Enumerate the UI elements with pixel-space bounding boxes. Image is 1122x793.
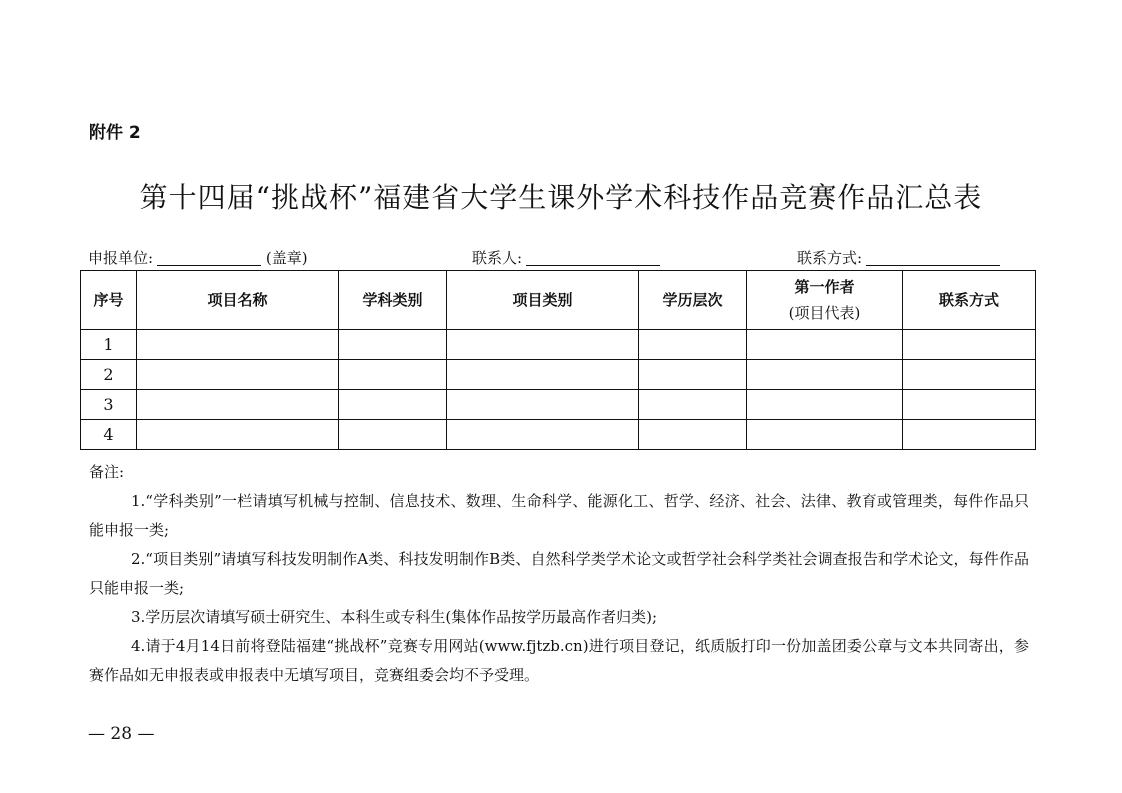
- header-contact: 联系方式: [903, 271, 1036, 330]
- unit-label: 申报单位:: [88, 249, 154, 267]
- method-label: 联系方式:: [797, 249, 863, 267]
- cell-project-name[interactable]: [137, 420, 339, 450]
- cell-contact[interactable]: [903, 360, 1036, 390]
- contact-field: [472, 247, 660, 268]
- cell-project-type[interactable]: [447, 360, 639, 390]
- notes-section: [89, 458, 1029, 690]
- table-row: [81, 390, 1036, 420]
- note-item: 2.“项目类别”请填写科技发明制作A类、科技发明制作B类、自然科学类学术论文或哲学社会科学类社会调查报告和学术论文，每件作品只能申报一类;: [89, 550, 1029, 597]
- note-item: 4.请于4月14日前将登陆福建“挑战杯”竞赛专用网站(www.fjtzb.cn)进行项目登记，纸质版打印一份加盖团委公章与文本共同寄出，参赛作品如无申报表或申报表中无填写项目，竞赛组委会均不予受理。: [89, 637, 1029, 684]
- notes-title: 备注:: [89, 463, 125, 481]
- cell-education[interactable]: [639, 390, 747, 420]
- note-item: 1.“学科类别”一栏请填写机械与控制、信息技术、数理、生命科学、能源化工、哲学、经济、社会、法律、教育或管理类，每件作品只能申报一类;: [89, 492, 1029, 539]
- cell-education[interactable]: [639, 420, 747, 450]
- cell-education[interactable]: [639, 330, 747, 360]
- header-discipline: 学科类别: [339, 271, 447, 330]
- cell-discipline[interactable]: [339, 360, 447, 390]
- cell-education[interactable]: [639, 360, 747, 390]
- table-row: [81, 420, 1036, 450]
- page-number: — 28 —: [88, 724, 155, 744]
- header-project-type: 项目类别: [447, 271, 639, 330]
- row-index: 2: [81, 360, 137, 390]
- cell-project-type[interactable]: [447, 390, 639, 420]
- contact-blank[interactable]: [526, 249, 660, 266]
- table-row: [81, 330, 1036, 360]
- cell-discipline[interactable]: [339, 420, 447, 450]
- cell-discipline[interactable]: [339, 390, 447, 420]
- contact-label: 联系人:: [472, 249, 523, 267]
- method-field: [797, 247, 1000, 268]
- summary-table: [80, 270, 1036, 450]
- cell-contact[interactable]: [903, 420, 1036, 450]
- row-index: 3: [81, 390, 137, 420]
- row-index: 1: [81, 330, 137, 360]
- header-index: 序号: [81, 271, 137, 330]
- unit-field: [88, 247, 308, 268]
- cell-project-type[interactable]: [447, 420, 639, 450]
- cell-project-type[interactable]: [447, 330, 639, 360]
- cell-contact[interactable]: [903, 390, 1036, 420]
- cell-first-author[interactable]: [747, 420, 903, 450]
- row-index: 4: [81, 420, 137, 450]
- header-first-author: [747, 271, 903, 330]
- header-education: 学历层次: [639, 271, 747, 330]
- cell-first-author[interactable]: [747, 390, 903, 420]
- method-blank[interactable]: [866, 249, 1000, 266]
- attachment-label: 附件 2: [89, 123, 141, 143]
- cell-project-name[interactable]: [137, 330, 339, 360]
- cell-discipline[interactable]: [339, 330, 447, 360]
- document-title: 第十四届“挑战杯”福建省大学生课外学术科技作品竞赛作品汇总表: [139, 181, 983, 214]
- cell-contact[interactable]: [903, 330, 1036, 360]
- seal-note: (盖章): [265, 249, 308, 267]
- unit-blank[interactable]: [157, 249, 261, 266]
- header-project-name: 项目名称: [137, 271, 339, 330]
- cell-project-name[interactable]: [137, 360, 339, 390]
- table-row: [81, 360, 1036, 390]
- cell-first-author[interactable]: [747, 330, 903, 360]
- cell-project-name[interactable]: [137, 390, 339, 420]
- cell-first-author[interactable]: [747, 360, 903, 390]
- header-first-author-sub: (项目代表): [788, 304, 861, 322]
- header-first-author-label: 第一作者: [794, 278, 855, 296]
- note-item: 3.学历层次请填写硕士研究生、本科生或专科生(集体作品按学历最高作者归类);: [131, 608, 658, 626]
- table-header-row: [81, 271, 1036, 330]
